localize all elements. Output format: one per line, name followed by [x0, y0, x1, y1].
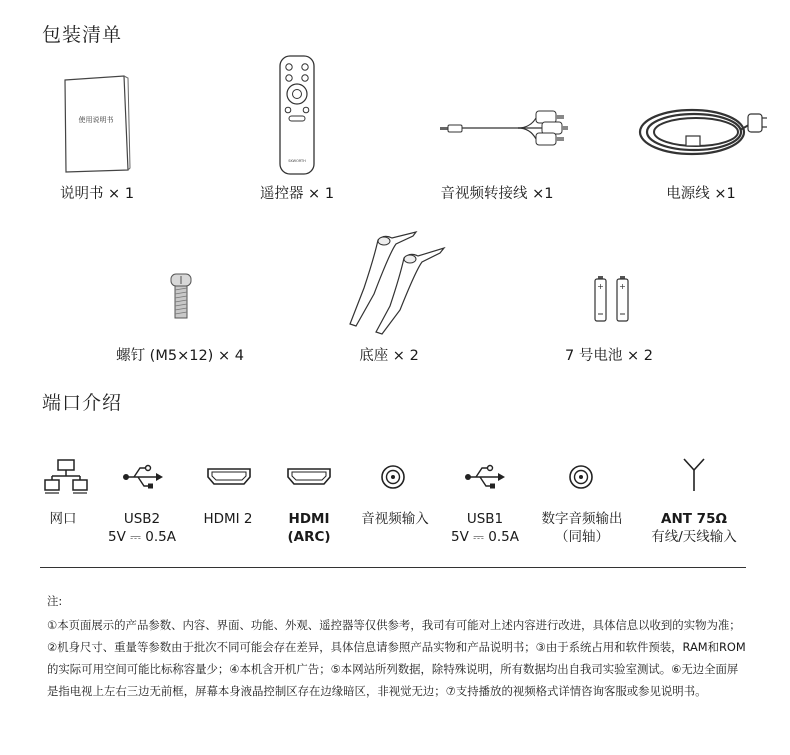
port-name: 音视频输入 — [361, 511, 429, 527]
manual-caption: 说明书 × 1 — [59, 186, 135, 202]
packing-list-title: 包装清单 — [42, 24, 123, 46]
hdmi-arc-icon — [286, 466, 332, 486]
usb-icon — [122, 464, 164, 490]
battery-icon — [592, 274, 634, 324]
power-cord-icon — [636, 100, 768, 164]
remote-brand-text: SKWORTH — [288, 159, 306, 163]
av-cable-icon — [438, 106, 570, 150]
port-sub: 有线/天线输入 — [651, 529, 737, 545]
ethernet-icon — [44, 458, 88, 494]
screws-caption: 螺钉 (M5×12) × 4 — [116, 348, 244, 364]
av-cable-caption: 音视频转接线 ×1 — [440, 186, 554, 202]
hdmi-icon — [206, 466, 252, 486]
port-sub: (ARC) — [287, 529, 331, 545]
manual-cover-text: 使用说明书 — [78, 116, 114, 124]
port-sub: 5V ⎓ 0.5A — [108, 529, 176, 545]
coaxial-icon — [568, 464, 594, 490]
port-label-antenna — [651, 510, 737, 546]
port-name: USB1 — [466, 511, 504, 527]
antenna-icon — [680, 458, 708, 492]
port-name: HDMI — [288, 511, 330, 527]
av-input-icon — [380, 464, 406, 490]
notes-heading: 注: — [47, 594, 63, 608]
usb-icon — [464, 464, 506, 490]
notes-block — [47, 590, 747, 702]
ports-title: 端口介绍 — [42, 392, 123, 414]
port-sub: 5V ⎓ 0.5A — [451, 529, 519, 545]
power-cord-caption: 电源线 ×1 — [666, 186, 736, 202]
screw-icon — [168, 272, 194, 322]
batteries-caption: 7 号电池 × 2 — [565, 348, 653, 364]
port-label-usb2 — [108, 510, 176, 546]
notes-body: ①本页面展示的产品参数、内容、界面、功能、外观、遥控器等仅供参考，我司有可能对上述内容进行改进，具体信息以收到的实物为准；②机身尺寸、重量等参数由于批次不同可能会存在差异，具体信息请参照产品实物和产品说明书；③由于系统占用和软件预装，RAM和ROM的实际可用空间可能比标称容量少；④本机含开机广告；⑤本网站所列数据，除特殊说明，所有数据均出自我司实验室测试。⑥无边全面屏是指电视上左右三边无前框，屏幕本身液晶控制区存在边缘暗区，非视觉无边；⑦支持播放的视频格式详情咨询客服或参见说明书。 — [47, 618, 746, 698]
port-name: USB2 — [123, 511, 161, 527]
remote-control-icon — [276, 54, 318, 176]
manual-icon — [62, 74, 132, 174]
port-name: HDMI 2 — [203, 511, 253, 527]
svg-text:+: + — [619, 282, 626, 291]
port-name: 网口 — [49, 511, 77, 527]
port-name: 数字音频输出 — [541, 511, 623, 527]
port-sub: （同轴） — [555, 529, 609, 545]
stand-caption: 底座 × 2 — [359, 348, 419, 364]
remote-caption: 遥控器 × 1 — [259, 186, 335, 202]
svg-text:+: + — [597, 282, 604, 291]
port-label-hdmi-arc — [287, 510, 330, 546]
stand-icon — [340, 226, 450, 336]
section-divider — [40, 567, 746, 568]
port-label-av-input — [361, 510, 429, 528]
port-label-digital-audio — [542, 510, 623, 546]
port-label-hdmi2 — [203, 510, 252, 528]
port-name: ANT 75Ω — [661, 511, 727, 527]
port-label-ethernet — [50, 510, 77, 528]
port-label-usb1 — [451, 510, 519, 546]
